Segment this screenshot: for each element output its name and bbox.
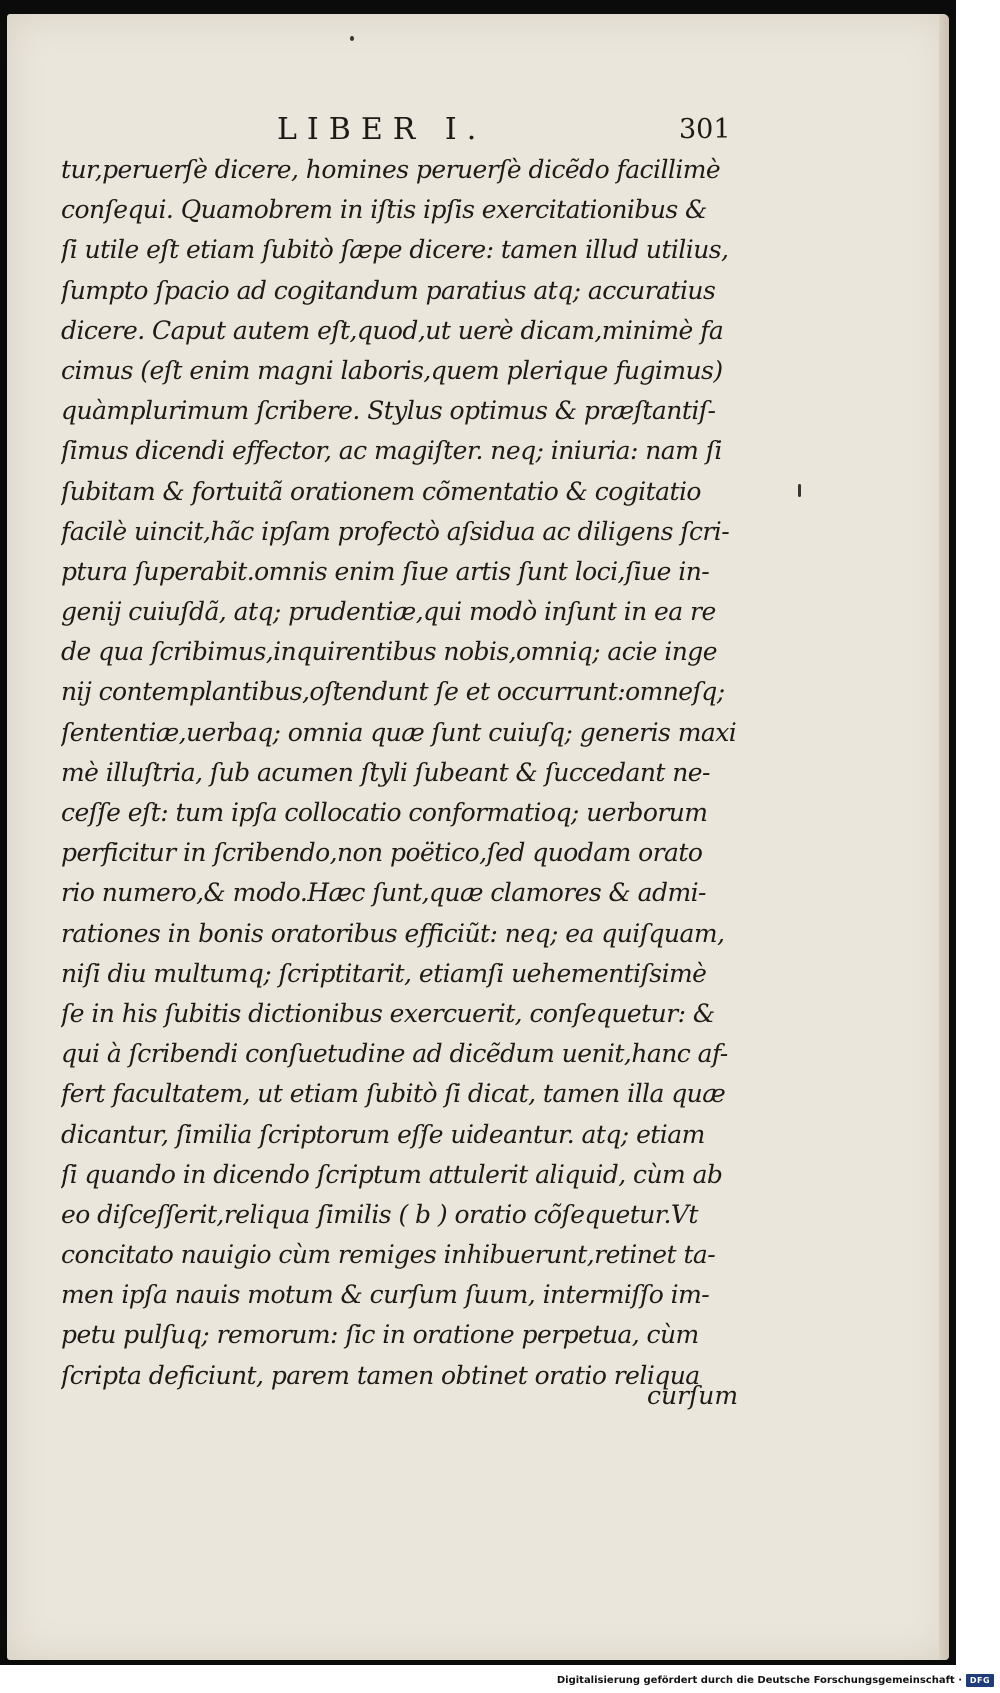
catchword: curſum <box>647 1381 739 1410</box>
text-line: ptura ſuperabit.omnis enim ſiue artis ſunt loci,ſiue in- <box>61 556 710 586</box>
text-line: de qua ſcribimus,inquirentibus nobis,omniq; acie inge <box>61 637 717 667</box>
running-head: LIBER I. <box>277 112 487 147</box>
digitization-footer <box>557 1672 994 1688</box>
book-page <box>7 14 949 1660</box>
text-line: petu pulſuq; remorum: ſic in oratione perpetua, cùm <box>61 1320 699 1350</box>
text-line: men ipſa nauis motum & curſum ſuum, intermiſſo im- <box>61 1280 710 1310</box>
text-line: rationes in bonis oratoribus efficiũt: neq; ea quiſquam, <box>61 918 725 948</box>
text-line: qui à ſcribendi conſuetudine ad dicẽdum uenit,hanc af- <box>61 1039 728 1069</box>
text-line: ſe in his ſubitis dictionibus exercuerit, conſequetur: & <box>61 998 715 1028</box>
text-line: perficitur in ſcribendo,non poëtico,ſed quodam orato <box>61 838 703 868</box>
text-line: nij contemplantibus,oſtendunt ſe et occurrunt:omneſq; <box>61 677 725 707</box>
footer-credit: Digitalisierung gefördert durch die Deutsche Forschungsgemeinschaft · <box>556 1674 962 1686</box>
page-edge <box>939 14 949 1660</box>
text-line: conſequi. Quamobrem in iſtis ipſis exercitationibus & <box>61 195 707 225</box>
page-number: 301 <box>679 114 731 145</box>
ink-speck <box>798 484 801 497</box>
text-line: quàmplurimum ſcribere. Stylus optimus & præſtantiſ- <box>61 396 716 426</box>
text-line: rio numero,& modo.Hæc ſunt,quæ clamores & admi- <box>61 878 706 908</box>
text-line: niſi diu multumq; ſcriptitarit, etiamſi uehementiſsimè <box>61 958 707 988</box>
ink-speck <box>350 36 354 41</box>
text-line: concitato nauigio cùm remiges inhibuerunt,retinet ta- <box>61 1240 716 1270</box>
text-block <box>61 150 761 1396</box>
text-line: dicantur, ſimilia ſcriptorum eſſe uideantur. atq; etiam <box>61 1119 705 1149</box>
text-line: cimus (eſt enim magni laboris,quem plerique fugimus) <box>61 355 723 385</box>
text-line: fert facultatem, ut etiam ſubitò ſi dicat, tamen illa quæ <box>61 1079 726 1109</box>
dfg-logo: DFG <box>966 1674 994 1687</box>
text-line: dicere. Caput autem eſt,quod,ut uerè dicam,minimè fa <box>61 315 724 345</box>
text-line: mè illuſtria, ſub acumen ſtyli ſubeant & ſuccedant ne- <box>61 757 710 787</box>
text-line: tur,peruerſè dicere, homines peruerſè dicẽdo facillimè <box>61 155 721 184</box>
text-line: ſcripta deficiunt, parem tamen obtinet oratio reliqua <box>61 1360 700 1390</box>
text-line: genij cuiuſdã, atq; prudentiæ,qui modò inſunt in ea re <box>61 597 716 627</box>
text-line: facilè uincit,hãc ipſam profectò aſsidua ac diligens ſcri- <box>61 516 730 546</box>
text-line: ſi utile eſt etiam ſubitò ſæpe dicere: tamen illud utilius, <box>61 235 729 265</box>
text-line: ſumpto ſpacio ad cogitandum paratius atq; accuratius <box>61 275 716 305</box>
text-line: ſi quando in dicendo ſcriptum attulerit aliquid, cùm ab <box>61 1159 723 1189</box>
text-line: eo diſceſſerit,reliqua ſimilis ( b ) oratio cõſequetur.Vt <box>61 1199 698 1229</box>
text-line: ſubitam & fortuitã orationem cõmentatio & cogitatio <box>61 476 701 506</box>
text-line: ſententiæ,uerbaq; omnia quæ ſunt cuiuſq; generis maxi <box>61 717 737 747</box>
text-line: ceſſe eſt: tum ipſa collocatio conformatioq; uerborum <box>61 798 708 827</box>
text-line: ſimus dicendi effector, ac magiſter. neq; iniuria: nam ſi <box>61 436 722 466</box>
